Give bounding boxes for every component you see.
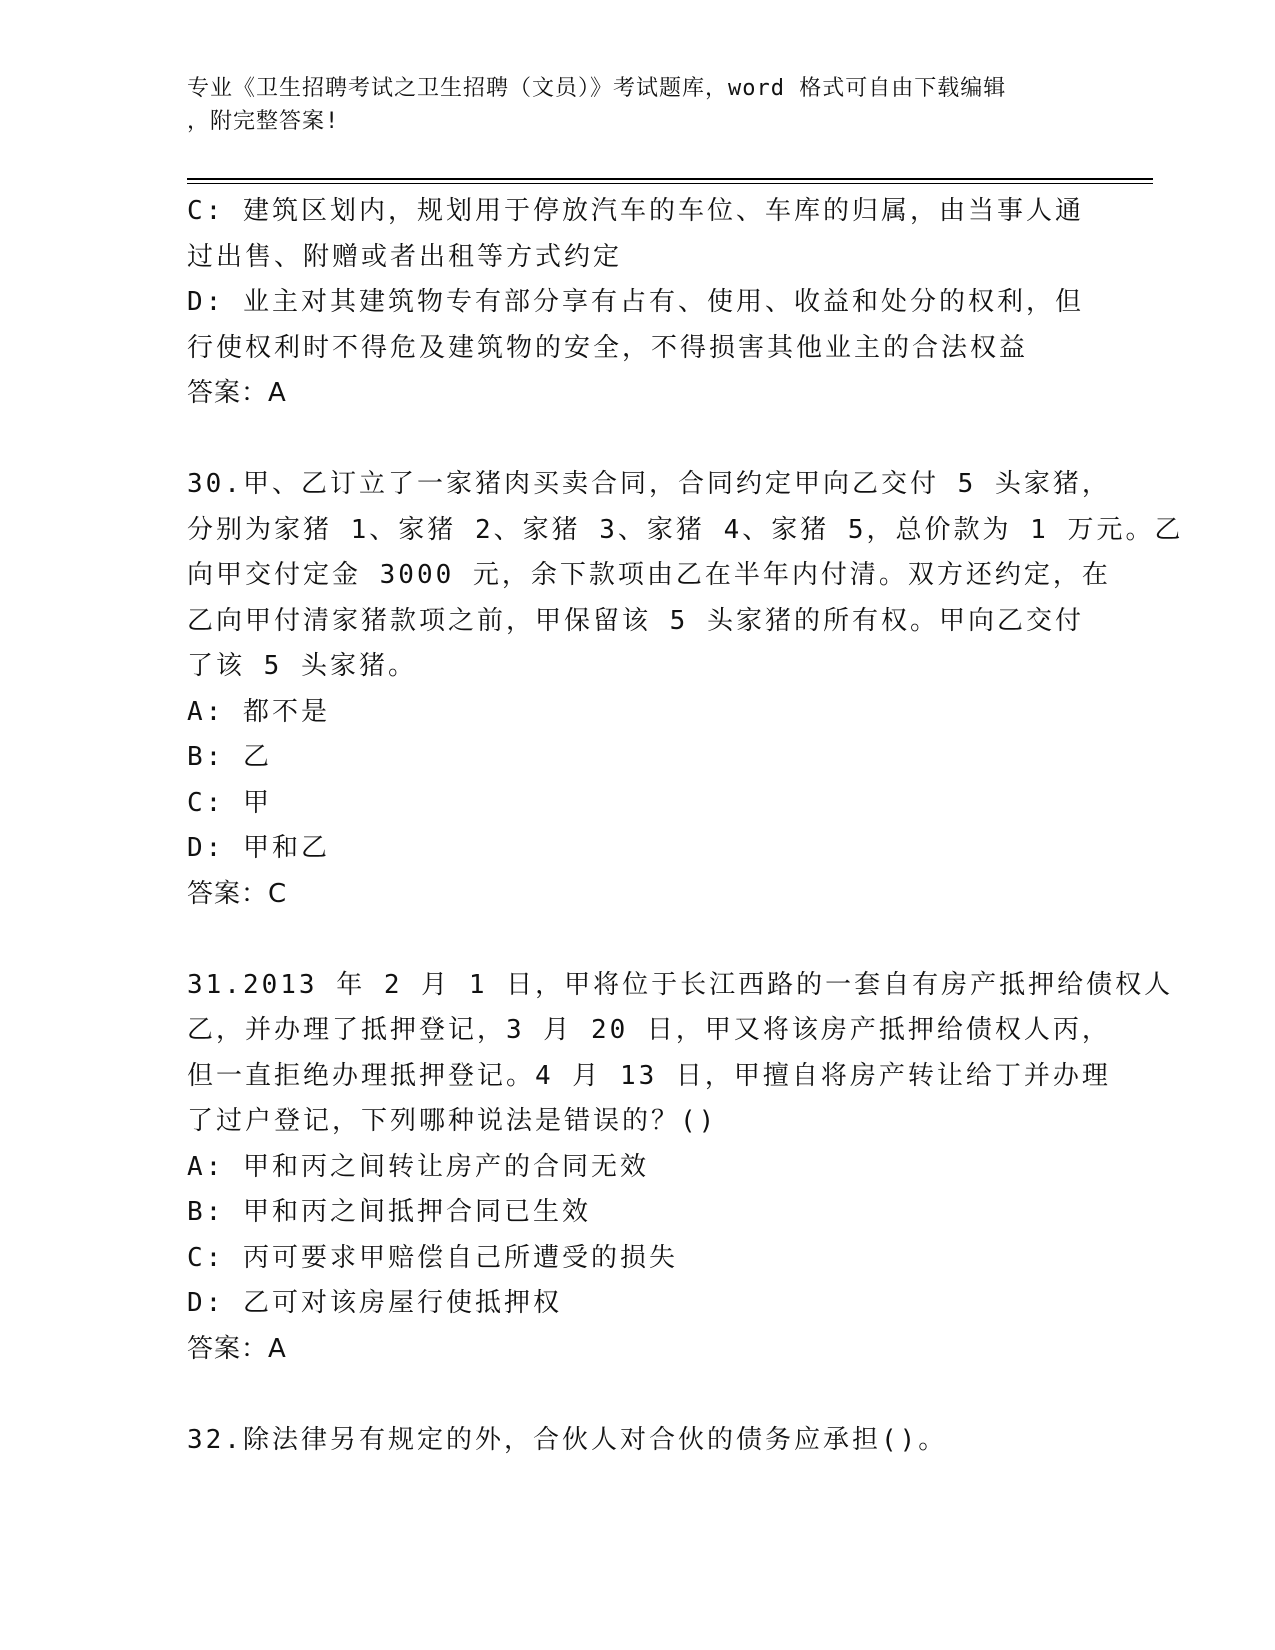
question-32 [187,1418,1087,1464]
spacer [187,917,1087,963]
answer-label: 答案：A [187,378,287,408]
question-list [187,189,1184,1463]
option-c-line-1: C: 建筑区划内，规划用于停放汽车的车位、车库的归属，由当事人通 [187,196,1084,226]
option-b: B: 乙 [187,742,272,772]
question-stem-line: 向甲交付定金 3000 元，余下款项由乙在半年内付清。双方还约定，在 [187,560,1111,590]
question-stem-line: 30.甲、乙订立了一家猪肉买卖合同，合同约定甲向乙交付 5 头家猪， [187,469,1111,499]
header-line-1: 专业《卫生招聘考试之卫生招聘（文员）》考试题库，word 格式可自由下载编辑 [187,76,1007,101]
question-stem-line: 了过户登记，下列哪种说法是错误的？() [187,1106,718,1136]
question-stem-line: 分别为家猪 1、家猪 2、家猪 3、家猪 4、家猪 5，总价款为 1 万元。乙 [187,514,1184,545]
spacer [187,1372,1087,1418]
option-c: C: 丙可要求甲赔偿自己所遭受的损失 [187,1242,678,1273]
question-stem-line: 乙向甲付清家猪款项之前，甲保留该 5 头家猪的所有权。甲向乙交付 [187,605,1084,636]
spacer [187,417,1087,463]
option-b: B: 甲和丙之间抵押合同已生效 [187,1197,591,1227]
option-d: D: 乙可对该房屋行使抵押权 [187,1288,562,1318]
question-stem-line: 32.除法律另有规定的外，合伙人对合伙的债务应承担()。 [187,1424,948,1455]
page-header [187,72,1067,138]
header-line-2: ，附完整答案! [187,109,340,134]
answer-label: 答案：A [187,1333,287,1364]
question-31 [187,963,1174,1373]
option-d: D: 甲和乙 [187,833,330,863]
option-c: C: 甲 [187,787,272,818]
option-d-line-2: 行使权利时不得危及建筑物的安全，不得损害其他业主的合法权益 [187,332,1029,363]
option-c-line-2: 过出售、附赠或者出租等方式约定 [187,241,623,272]
question-stem-line: 了该 5 头家猪。 [187,651,417,681]
header-divider-thick [187,178,1153,180]
answer-label: 答案：C [187,878,288,909]
option-a: A: 甲和丙之间转让房产的合同无效 [187,1151,649,1182]
option-a: A: 都不是 [187,696,330,727]
question-29 [187,189,1087,417]
option-d-line-1: D: 业主对其建筑物专有部分享有占有、使用、收益和处分的权利，但 [187,287,1084,317]
question-stem-line: 31.2013 年 2 月 1 日，甲将位于长江西路的一套自有房产抵押给债权人 [187,969,1174,1000]
header-divider-thin [187,183,1153,184]
question-stem-line: 但一直拒绝办理抵押登记。4 月 13 日，甲擅自将房产转让给丁并办理 [187,1060,1111,1091]
question-stem-line: 乙，并办理了抵押登记，3 月 20 日，甲又将该房产抵押给债权人丙， [187,1015,1111,1045]
question-30 [187,462,1184,917]
